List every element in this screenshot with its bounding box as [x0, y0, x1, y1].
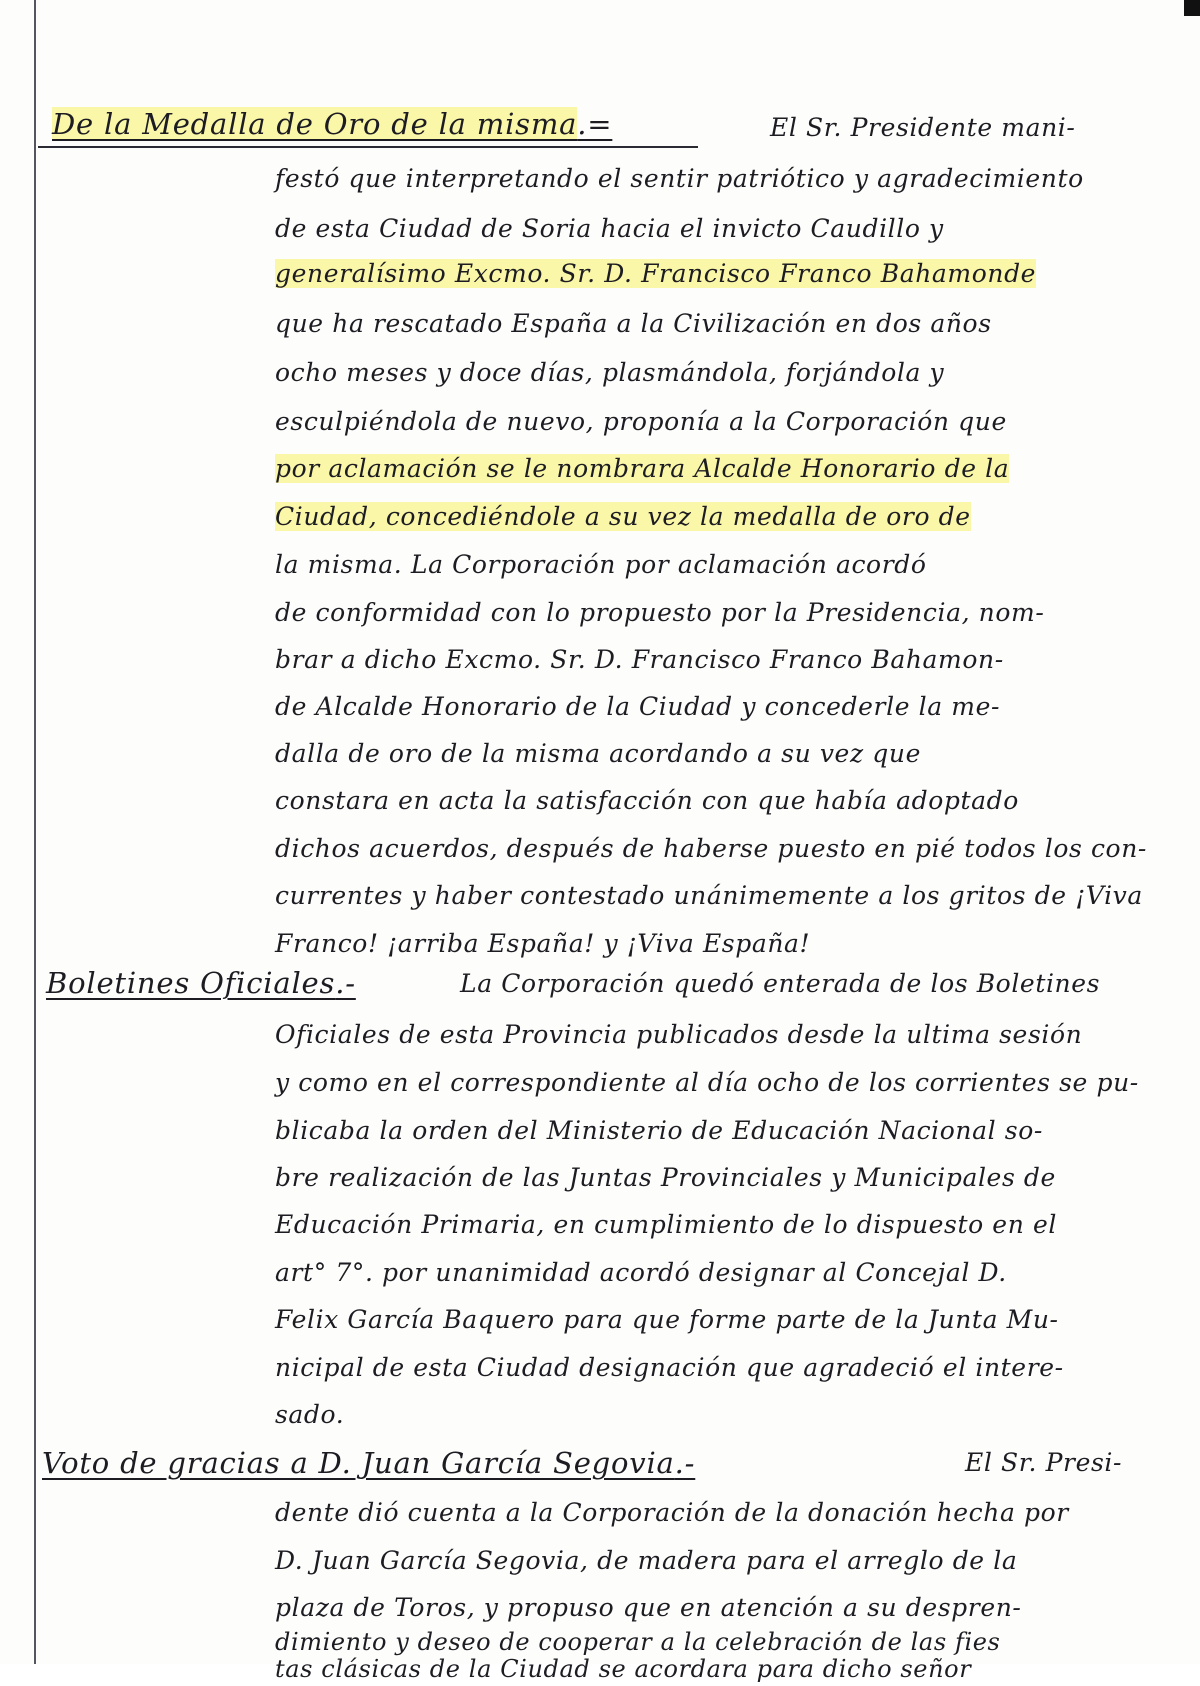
text-line: esculpiéndola de nuevo, proponía a la Corporación que: [275, 407, 1007, 436]
text-line: dente dió cuenta a la Corporación de la donación hecha por: [275, 1498, 1069, 1527]
text-line: bre realización de las Juntas Provinciales y Municipales de: [275, 1163, 1056, 1192]
text-line: Oficiales de esta Provincia publicados desde la ultima sesión: [275, 1020, 1083, 1049]
text-line: El Sr. Presidente mani-: [770, 113, 1076, 142]
text-line: de esta Ciudad de Soria hacia el invicto Caudillo y: [275, 214, 944, 243]
text-line: Felix García Baquero para que forme parte de la Junta Mu-: [275, 1305, 1059, 1334]
text-line: D. Juan García Segovia, de madera para el arreglo de la: [275, 1546, 1018, 1575]
text-line: sado.: [275, 1400, 345, 1429]
text-line: ocho meses y doce días, plasmándola, forjándola y: [275, 358, 945, 387]
text-line: brar a dicho Excmo. Sr. D. Francisco Franco Bahamon-: [275, 645, 1004, 674]
text-line: currentes y haber contestado unánimemente a los gritos de ¡Viva: [275, 881, 1143, 910]
text-line: festó que interpretando el sentir patriótico y agradecimiento: [275, 164, 1084, 193]
heading-text: Boletines Oficiales: [46, 966, 336, 1000]
text-line: generalísimo Excmo. Sr. D. Francisco Franco Bahamonde: [275, 259, 1037, 288]
heading-suffix: .-: [674, 1446, 696, 1480]
text-line-highlighted: Ciudad, concediéndole a su vez la medalla de oro de: [275, 502, 971, 531]
heading-underline: [38, 146, 698, 148]
heading-suffix: .-: [335, 966, 356, 1000]
text-line: art° 7°. por unanimidad acordó designar al Concejal D.: [275, 1258, 1007, 1287]
section-heading: [42, 1445, 695, 1481]
heading-text: De la Medalla de Oro de la misma: [52, 107, 578, 141]
section-heading: [52, 106, 612, 142]
margin-rule: [34, 0, 36, 1664]
text-line: tas clásicas de la Ciudad se acordara para dicho señor: [275, 1655, 972, 1683]
text-line: de conformidad con lo propuesto por la Presidencia, nom-: [275, 598, 1045, 627]
text-line: dimiento y deseo de cooperar a la celebración de las fies: [275, 1628, 1001, 1656]
text-line: y como en el correspondiente al día ocho de los corrientes se pu-: [275, 1068, 1139, 1097]
text-line: La Corporación quedó enterada de los Boletines: [460, 969, 1101, 998]
text-line: El Sr. Presi-: [965, 1448, 1123, 1477]
text-line: la misma. La Corporación por aclamación acordó: [275, 550, 927, 579]
text-line: Franco! ¡arriba España! y ¡Viva España!: [275, 929, 811, 958]
text-line: de Alcalde Honorario de la Ciudad y concederle la me-: [275, 692, 1001, 721]
section-heading: [46, 965, 356, 1001]
text-line: blicaba la orden del Ministerio de Educación Nacional so-: [275, 1116, 1043, 1145]
text-line: nicipal de esta Ciudad designación que agradeció el intere-: [275, 1353, 1064, 1382]
text-line: plaza de Toros, y propuso que en atención a su despren-: [275, 1593, 1022, 1622]
text-line-highlighted: por aclamación se le nombrara Alcalde Honorario de la: [275, 454, 1010, 483]
text-line: Educación Primaria, en cumplimiento de lo dispuesto en el: [275, 1210, 1057, 1239]
text-line: constara en acta la satisfacción con que había adoptado: [275, 786, 1019, 815]
scan-corner-mark: [1184, 0, 1200, 16]
text-line: dichos acuerdos, después de haberse puesto en pié todos los con-: [275, 834, 1147, 863]
heading-text: Voto de gracias a D. Juan García Segovia: [42, 1446, 675, 1480]
text-line: que ha rescatado España a la Civilización en dos años: [275, 309, 992, 338]
text-line: dalla de oro de la misma acordando a su vez que: [275, 739, 921, 768]
heading-suffix: .=: [577, 107, 613, 141]
